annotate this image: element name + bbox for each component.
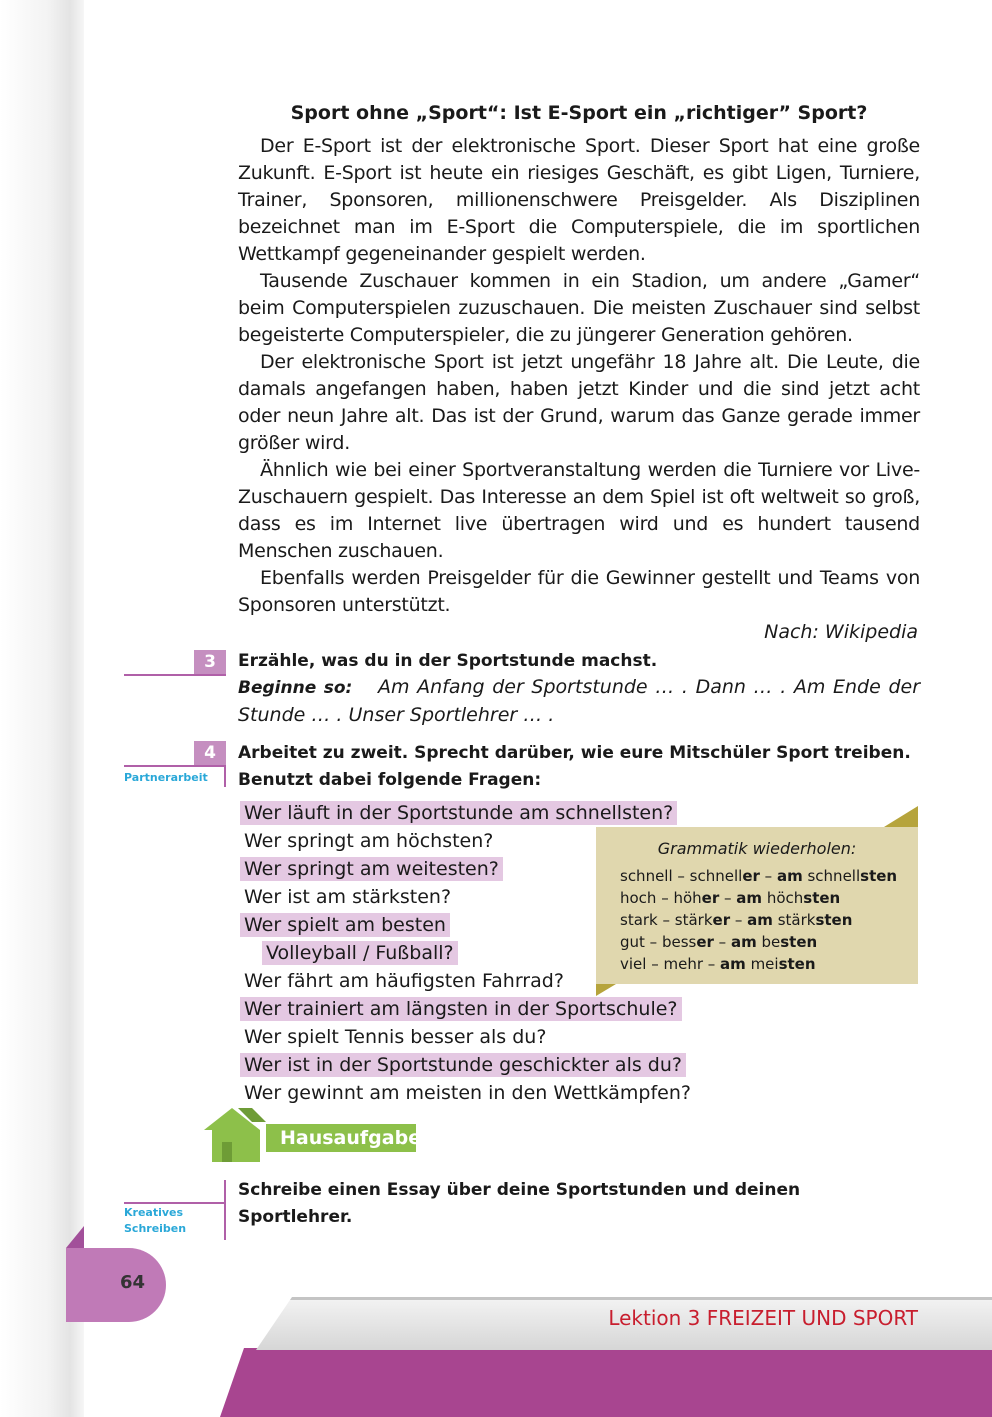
lesson-title: Lektion 3 FREIZEIT UND SPORT — [608, 1306, 918, 1330]
article-paragraph: Ähnlich wie bei einer Sportveranstaltung werden die Turniere vor Live-Zuschauern gespielt. Das Interesse an dem Spiel ist oft weltweit so groß, dass es im Internet live übertragen wird und es hundert tausend Menschen zuschauen. — [238, 459, 920, 562]
task3-prompt-text: Am Anfang der Sportstunde … . Dann … . Am Ende der Stunde … . Unser Sportlehrer … . — [238, 676, 921, 726]
task4-number: 4 — [194, 741, 226, 765]
question-item: Wer trainiert am längsten in der Sportschule? — [240, 997, 682, 1021]
question-item: Wer springt am höchsten? — [244, 830, 494, 852]
homework-side-label — [124, 1205, 186, 1237]
grammar-title: Grammatik wiederholen: — [657, 839, 857, 858]
article-body — [238, 133, 920, 619]
grammar-row: schnell – schneller – am schnellsten — [620, 867, 898, 885]
grammar-row: viel – mehr – am meisten — [620, 955, 816, 973]
question-item: Wer spielt Tennis besser als du? — [244, 1026, 547, 1048]
question-item: Wer läuft in der Sportstunde am schnellsten? — [240, 801, 677, 825]
homework-task: Schreibe einen Essay über deine Sportstunden und deinen Sportlehrer. — [238, 1180, 801, 1227]
footer-band — [220, 1348, 992, 1417]
homework-label: Hausaufgabe — [266, 1124, 416, 1152]
article-paragraph: Ebenfalls werden Preisgelder für die Gewinner gestellt und Teams von Sponsoren unterstützt. — [238, 567, 920, 616]
task4-marker-line — [224, 765, 226, 787]
question-item: Wer gewinnt am meisten in den Wettkämpfen? — [244, 1082, 691, 1104]
grammar-corner-fold — [884, 806, 918, 827]
article-paragraph: Der E-Sport ist der elektronische Sport. Dieser Sport hat eine große Zukunft. E-Sport ist heute ein riesiges Geschäft, es gibt Ligen, Turniere, Trainer, Sponsoren, millionenschwere Preisgelder. Als Disziplinen bezeichnet man im E-Sport die Computerspiele, die im sportlichen Wettkampf gegeneinander gespielt werden. — [238, 135, 920, 265]
page-tab-fold — [66, 1226, 84, 1248]
grammar-box — [596, 827, 918, 984]
article-source: Nach: Wikipedia — [764, 621, 918, 643]
task3-number: 3 — [194, 650, 226, 674]
question-item: Wer ist am stärksten? — [244, 886, 452, 908]
task4-side-label: Partnerarbeit — [124, 771, 208, 784]
question-item: Volleyball / Fußball? — [262, 941, 458, 965]
homework-side-label-line1: Kreatives — [124, 1206, 184, 1219]
grammar-row: hoch – höher – am höchsten — [620, 889, 841, 907]
grammar-corner-fold — [596, 984, 616, 996]
question-item: Wer fährt am häufigsten Fahrrad? — [244, 970, 564, 992]
page-number: 64 — [120, 1272, 146, 1293]
task4-instruction-line2: Benutzt dabei folgende Fragen: — [238, 770, 542, 790]
homework-marker-line — [224, 1180, 226, 1240]
house-icon — [204, 1106, 274, 1164]
question-item: Wer spielt am besten — [240, 913, 450, 937]
homework-marker-tab — [124, 1180, 226, 1204]
task4-instruction-line1: Arbeitet zu zweit. Sprecht darüber, wie eure Mitschüler Sport treiben. — [238, 743, 911, 763]
grammar-row: gut – besser – am besten — [620, 933, 818, 951]
task3-instruction: Erzähle, was du in der Sportstunde machst. — [238, 651, 658, 671]
task3-prompt — [238, 674, 920, 729]
question-item: Wer springt am weitesten? — [240, 857, 503, 881]
article-title: Sport ohne „Sport“: Ist E-Sport ein „richtiger” Sport? — [290, 102, 868, 124]
homework-marker-rule — [124, 1202, 226, 1204]
question-item: Wer ist in der Sportstunde geschickter als du? — [240, 1053, 686, 1077]
article-paragraph: Der elektronische Sport ist jetzt ungefähr 18 Jahre alt. Die Leute, die damals angefangen haben, haben jetzt Kinder und die sind jetzt acht oder neun Jahre alt. Das ist der Grund, warum das Ganze gerade immer größer wird. — [238, 351, 920, 454]
article-paragraph: Tausende Zuschauer kommen in ein Stadion, um andere „Gamer“ beim Computerspielen zuzuschauen. Die meisten Zuschauer sind selbst begeisterte Computerspieler, die zu jüngerer Generation gehören. — [238, 270, 920, 346]
task3-prompt-label: Beginne so: — [238, 678, 353, 698]
task4-number-tab — [124, 741, 226, 767]
task3-number-tab — [124, 650, 226, 676]
grammar-row: stark – stärker – am stärksten — [620, 911, 853, 929]
page-number-tab — [66, 1248, 166, 1322]
homework-side-label-line2: Schreiben — [124, 1222, 187, 1235]
page-margin-band — [0, 0, 84, 1417]
